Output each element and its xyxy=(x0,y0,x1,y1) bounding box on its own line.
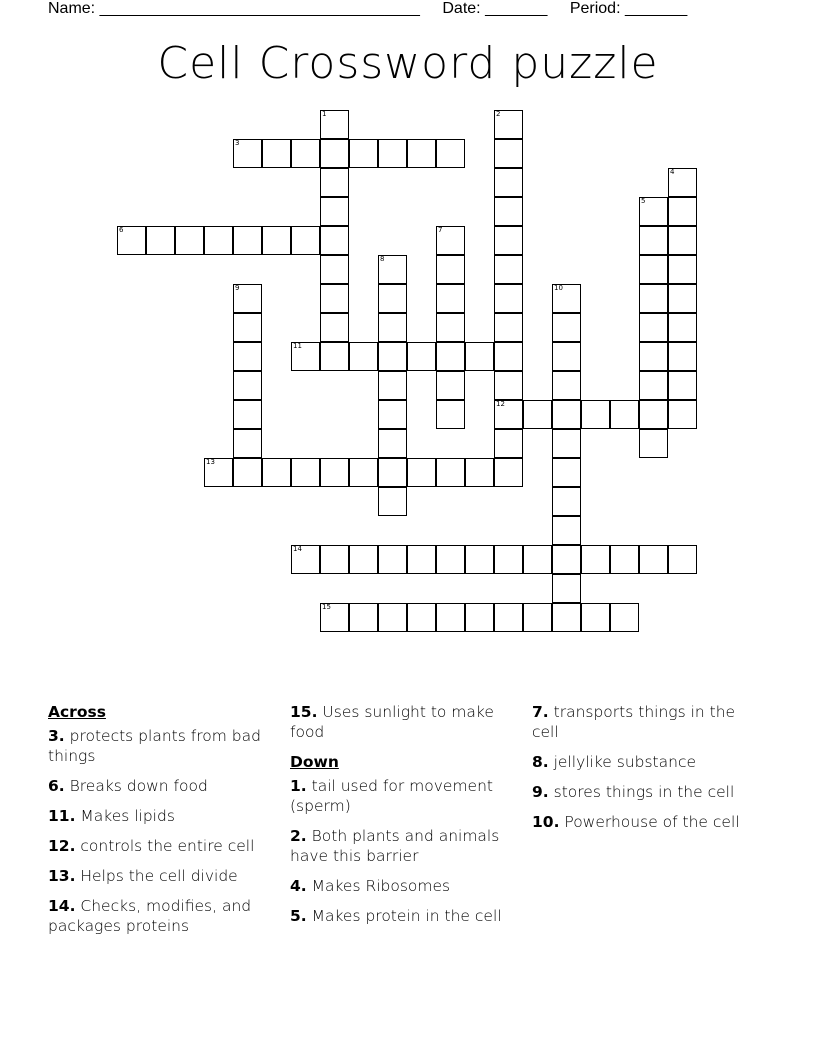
grid-cell[interactable] xyxy=(436,342,465,371)
clue-num: 14. xyxy=(48,897,76,915)
grid-cell[interactable] xyxy=(262,139,291,168)
grid-cell[interactable] xyxy=(320,313,349,342)
grid-cell[interactable] xyxy=(552,516,581,545)
clue-item xyxy=(532,702,757,742)
grid-cell[interactable] xyxy=(494,168,523,197)
clue-text: controls the entire cell xyxy=(75,837,255,855)
grid-cell[interactable] xyxy=(668,342,697,371)
grid-cell[interactable] xyxy=(639,371,668,400)
grid-cell[interactable] xyxy=(494,197,523,226)
grid-cell[interactable] xyxy=(494,226,523,255)
grid-cell[interactable] xyxy=(378,284,407,313)
clue-num: 6. xyxy=(48,777,65,795)
grid-cell[interactable] xyxy=(639,197,668,226)
grid-cell[interactable] xyxy=(378,487,407,516)
grid-cell[interactable] xyxy=(494,603,523,632)
clue-num: 12. xyxy=(48,837,76,855)
grid-cell[interactable] xyxy=(349,545,378,574)
grid-cell[interactable] xyxy=(552,545,581,574)
grid-cell[interactable] xyxy=(552,313,581,342)
grid-cell[interactable] xyxy=(378,400,407,429)
grid-cell[interactable] xyxy=(552,458,581,487)
grid-cell[interactable] xyxy=(668,284,697,313)
grid-cell[interactable] xyxy=(610,545,639,574)
clue-number: 3 xyxy=(235,139,240,147)
grid-cell[interactable] xyxy=(320,255,349,284)
grid-cell[interactable] xyxy=(436,545,465,574)
grid-cell[interactable] xyxy=(291,545,320,574)
clue-number: 5 xyxy=(641,197,646,205)
clue-text: stores things in the cell xyxy=(548,783,735,801)
grid-cell[interactable] xyxy=(639,284,668,313)
grid-cell[interactable] xyxy=(639,313,668,342)
grid-cell[interactable] xyxy=(407,545,436,574)
grid-cell[interactable] xyxy=(436,313,465,342)
clue-num: 13. xyxy=(48,867,76,885)
grid-cell[interactable] xyxy=(494,139,523,168)
clue-text: Uses sunlight to make food xyxy=(290,703,494,741)
grid-cell[interactable] xyxy=(552,487,581,516)
grid-cell[interactable] xyxy=(233,139,262,168)
grid-cell[interactable] xyxy=(436,371,465,400)
grid-cell[interactable] xyxy=(552,429,581,458)
grid-cell[interactable] xyxy=(494,342,523,371)
clue-number: 1 xyxy=(322,110,327,118)
clue-item xyxy=(48,896,273,936)
clue-num: 15. xyxy=(290,703,318,721)
clue-number: 4 xyxy=(670,168,675,176)
grid-cell[interactable] xyxy=(291,342,320,371)
grid-cell[interactable] xyxy=(523,400,552,429)
clues-column-1 xyxy=(48,702,273,946)
clue-text: transports things in the cell xyxy=(532,703,736,741)
grid-cell[interactable] xyxy=(494,313,523,342)
clue-item xyxy=(48,806,273,826)
grid-cell[interactable] xyxy=(581,400,610,429)
grid-cell[interactable] xyxy=(320,603,349,632)
grid-cell[interactable] xyxy=(233,226,262,255)
grid-cell[interactable] xyxy=(349,342,378,371)
clue-num: 5. xyxy=(290,907,307,925)
clue-num: 4. xyxy=(290,877,307,895)
grid-cell[interactable] xyxy=(233,371,262,400)
date-field[interactable]: Date: _______ xyxy=(442,0,548,17)
grid-cell[interactable] xyxy=(204,458,233,487)
grid-cell[interactable] xyxy=(320,168,349,197)
clue-text: Helps the cell divide xyxy=(75,867,238,885)
grid-cell[interactable] xyxy=(291,458,320,487)
grid-cell[interactable] xyxy=(465,603,494,632)
grid-cell[interactable] xyxy=(552,400,581,429)
grid-cell[interactable] xyxy=(378,603,407,632)
grid-cell[interactable] xyxy=(378,313,407,342)
grid-cell[interactable] xyxy=(233,429,262,458)
grid-cell[interactable] xyxy=(668,226,697,255)
grid-cell[interactable] xyxy=(233,458,262,487)
grid-cell[interactable] xyxy=(639,226,668,255)
grid-cell[interactable] xyxy=(378,255,407,284)
clue-number: 7 xyxy=(438,226,443,234)
clue-item xyxy=(48,726,273,766)
clue-num: 10. xyxy=(532,813,560,831)
grid-cell[interactable] xyxy=(233,400,262,429)
grid-cell[interactable] xyxy=(494,400,523,429)
grid-cell[interactable] xyxy=(552,284,581,313)
grid-cell[interactable] xyxy=(465,458,494,487)
grid-cell[interactable] xyxy=(465,545,494,574)
grid-cell[interactable] xyxy=(668,371,697,400)
clue-num: 7. xyxy=(532,703,549,721)
clue-number: 6 xyxy=(119,226,124,234)
clue-number: 9 xyxy=(235,284,240,292)
grid-cell[interactable] xyxy=(523,603,552,632)
clue-number: 2 xyxy=(496,110,501,118)
clue-text: jellylike substance xyxy=(548,753,697,771)
grid-cell[interactable] xyxy=(668,313,697,342)
clue-number: 13 xyxy=(206,458,215,466)
grid-cell[interactable] xyxy=(349,139,378,168)
name-field[interactable]: Name: ____________________________________ xyxy=(48,0,420,17)
grid-cell[interactable] xyxy=(407,342,436,371)
clue-item xyxy=(532,782,757,802)
grid-cell[interactable] xyxy=(378,139,407,168)
clue-num: 2. xyxy=(290,827,307,845)
grid-cell[interactable] xyxy=(378,545,407,574)
clue-number: 8 xyxy=(380,255,385,263)
clue-text: tail used for movement (sperm) xyxy=(290,777,493,815)
clue-num: 3. xyxy=(48,727,65,745)
grid-cell[interactable] xyxy=(320,139,349,168)
clues-column-2 xyxy=(290,702,515,936)
grid-cell[interactable] xyxy=(552,371,581,400)
grid-cell[interactable] xyxy=(233,342,262,371)
grid-cell[interactable] xyxy=(668,197,697,226)
grid-cell[interactable] xyxy=(494,545,523,574)
grid-cell[interactable] xyxy=(378,371,407,400)
clue-number: 10 xyxy=(554,284,563,292)
clues-column-3 xyxy=(532,702,757,842)
clue-text: Makes lipids xyxy=(75,807,175,825)
grid-cell[interactable] xyxy=(436,284,465,313)
clue-num: 8. xyxy=(532,753,549,771)
grid-cell[interactable] xyxy=(320,226,349,255)
grid-cell[interactable] xyxy=(349,603,378,632)
grid-cell[interactable] xyxy=(581,603,610,632)
grid-cell[interactable] xyxy=(117,226,146,255)
grid-cell[interactable] xyxy=(581,545,610,574)
grid-cell[interactable] xyxy=(639,255,668,284)
grid-cell[interactable] xyxy=(378,429,407,458)
grid-cell[interactable] xyxy=(639,545,668,574)
clue-item xyxy=(532,752,757,772)
clue-text: Both plants and animals have this barrier xyxy=(290,827,500,865)
clue-text: protects plants from bad things xyxy=(48,727,261,765)
grid-cell[interactable] xyxy=(494,371,523,400)
clue-number: 12 xyxy=(496,400,505,408)
grid-cell[interactable] xyxy=(320,342,349,371)
grid-cell[interactable] xyxy=(610,603,639,632)
grid-cell[interactable] xyxy=(436,255,465,284)
clue-text: Makes Ribosomes xyxy=(306,877,451,895)
clue-number: 14 xyxy=(293,545,302,553)
grid-cell[interactable] xyxy=(668,168,697,197)
clue-item xyxy=(290,826,515,866)
grid-cell[interactable] xyxy=(407,603,436,632)
grid-cell[interactable] xyxy=(494,429,523,458)
grid-cell[interactable] xyxy=(262,226,291,255)
grid-cell[interactable] xyxy=(320,458,349,487)
grid-cell[interactable] xyxy=(291,139,320,168)
grid-cell[interactable] xyxy=(639,400,668,429)
grid-cell[interactable] xyxy=(610,400,639,429)
clue-item xyxy=(48,776,273,796)
grid-cell[interactable] xyxy=(494,458,523,487)
grid-cell[interactable] xyxy=(320,284,349,313)
across-heading: Across xyxy=(48,703,106,721)
page-title: Cell Crossword puzzle xyxy=(157,38,659,89)
grid-cell[interactable] xyxy=(436,400,465,429)
clue-num: 11. xyxy=(48,807,76,825)
grid-cell[interactable] xyxy=(378,342,407,371)
grid-cell[interactable] xyxy=(320,545,349,574)
grid-cell[interactable] xyxy=(494,284,523,313)
grid-cell[interactable] xyxy=(668,255,697,284)
clue-item xyxy=(48,866,273,886)
clue-text: Powerhouse of the cell xyxy=(559,813,740,831)
grid-cell[interactable] xyxy=(639,342,668,371)
clue-text: Checks, modifies, and packages proteins xyxy=(48,897,252,935)
clue-item xyxy=(290,776,515,816)
period-field[interactable]: Period: _______ xyxy=(569,0,688,17)
grid-cell[interactable] xyxy=(349,458,378,487)
grid-cell[interactable] xyxy=(436,603,465,632)
grid-cell[interactable] xyxy=(436,458,465,487)
grid-cell[interactable] xyxy=(378,458,407,487)
grid-cell[interactable] xyxy=(552,574,581,603)
grid-cell[interactable] xyxy=(407,458,436,487)
grid-cell[interactable] xyxy=(552,342,581,371)
clue-item xyxy=(290,906,515,926)
grid-cell[interactable] xyxy=(320,197,349,226)
clue-text: Makes protein in the cell xyxy=(306,907,502,925)
grid-cell[interactable] xyxy=(639,429,668,458)
grid-cell[interactable] xyxy=(233,313,262,342)
clue-item xyxy=(532,812,757,832)
grid-cell[interactable] xyxy=(291,226,320,255)
clue-text: Breaks down food xyxy=(64,777,208,795)
grid-cell[interactable] xyxy=(668,400,697,429)
grid-cell[interactable] xyxy=(204,226,233,255)
clue-item xyxy=(290,876,515,896)
grid-cell[interactable] xyxy=(436,139,465,168)
grid-cell[interactable] xyxy=(465,342,494,371)
grid-cell[interactable] xyxy=(146,226,175,255)
clue-number: 15 xyxy=(322,603,331,611)
clue-item xyxy=(290,702,515,742)
down-heading: Down xyxy=(290,753,339,771)
grid-cell[interactable] xyxy=(233,284,262,313)
clue-item xyxy=(48,836,273,856)
grid-cell[interactable] xyxy=(494,110,523,139)
grid-cell[interactable] xyxy=(262,458,291,487)
clue-number: 11 xyxy=(293,342,302,350)
grid-cell[interactable] xyxy=(320,110,349,139)
grid-cell[interactable] xyxy=(552,603,581,632)
grid-cell[interactable] xyxy=(407,139,436,168)
grid-cell[interactable] xyxy=(668,545,697,574)
clue-num: 1. xyxy=(290,777,307,795)
grid-cell[interactable] xyxy=(175,226,204,255)
grid-cell[interactable] xyxy=(494,255,523,284)
clue-num: 9. xyxy=(532,783,549,801)
grid-cell[interactable] xyxy=(436,226,465,255)
grid-cell[interactable] xyxy=(523,545,552,574)
